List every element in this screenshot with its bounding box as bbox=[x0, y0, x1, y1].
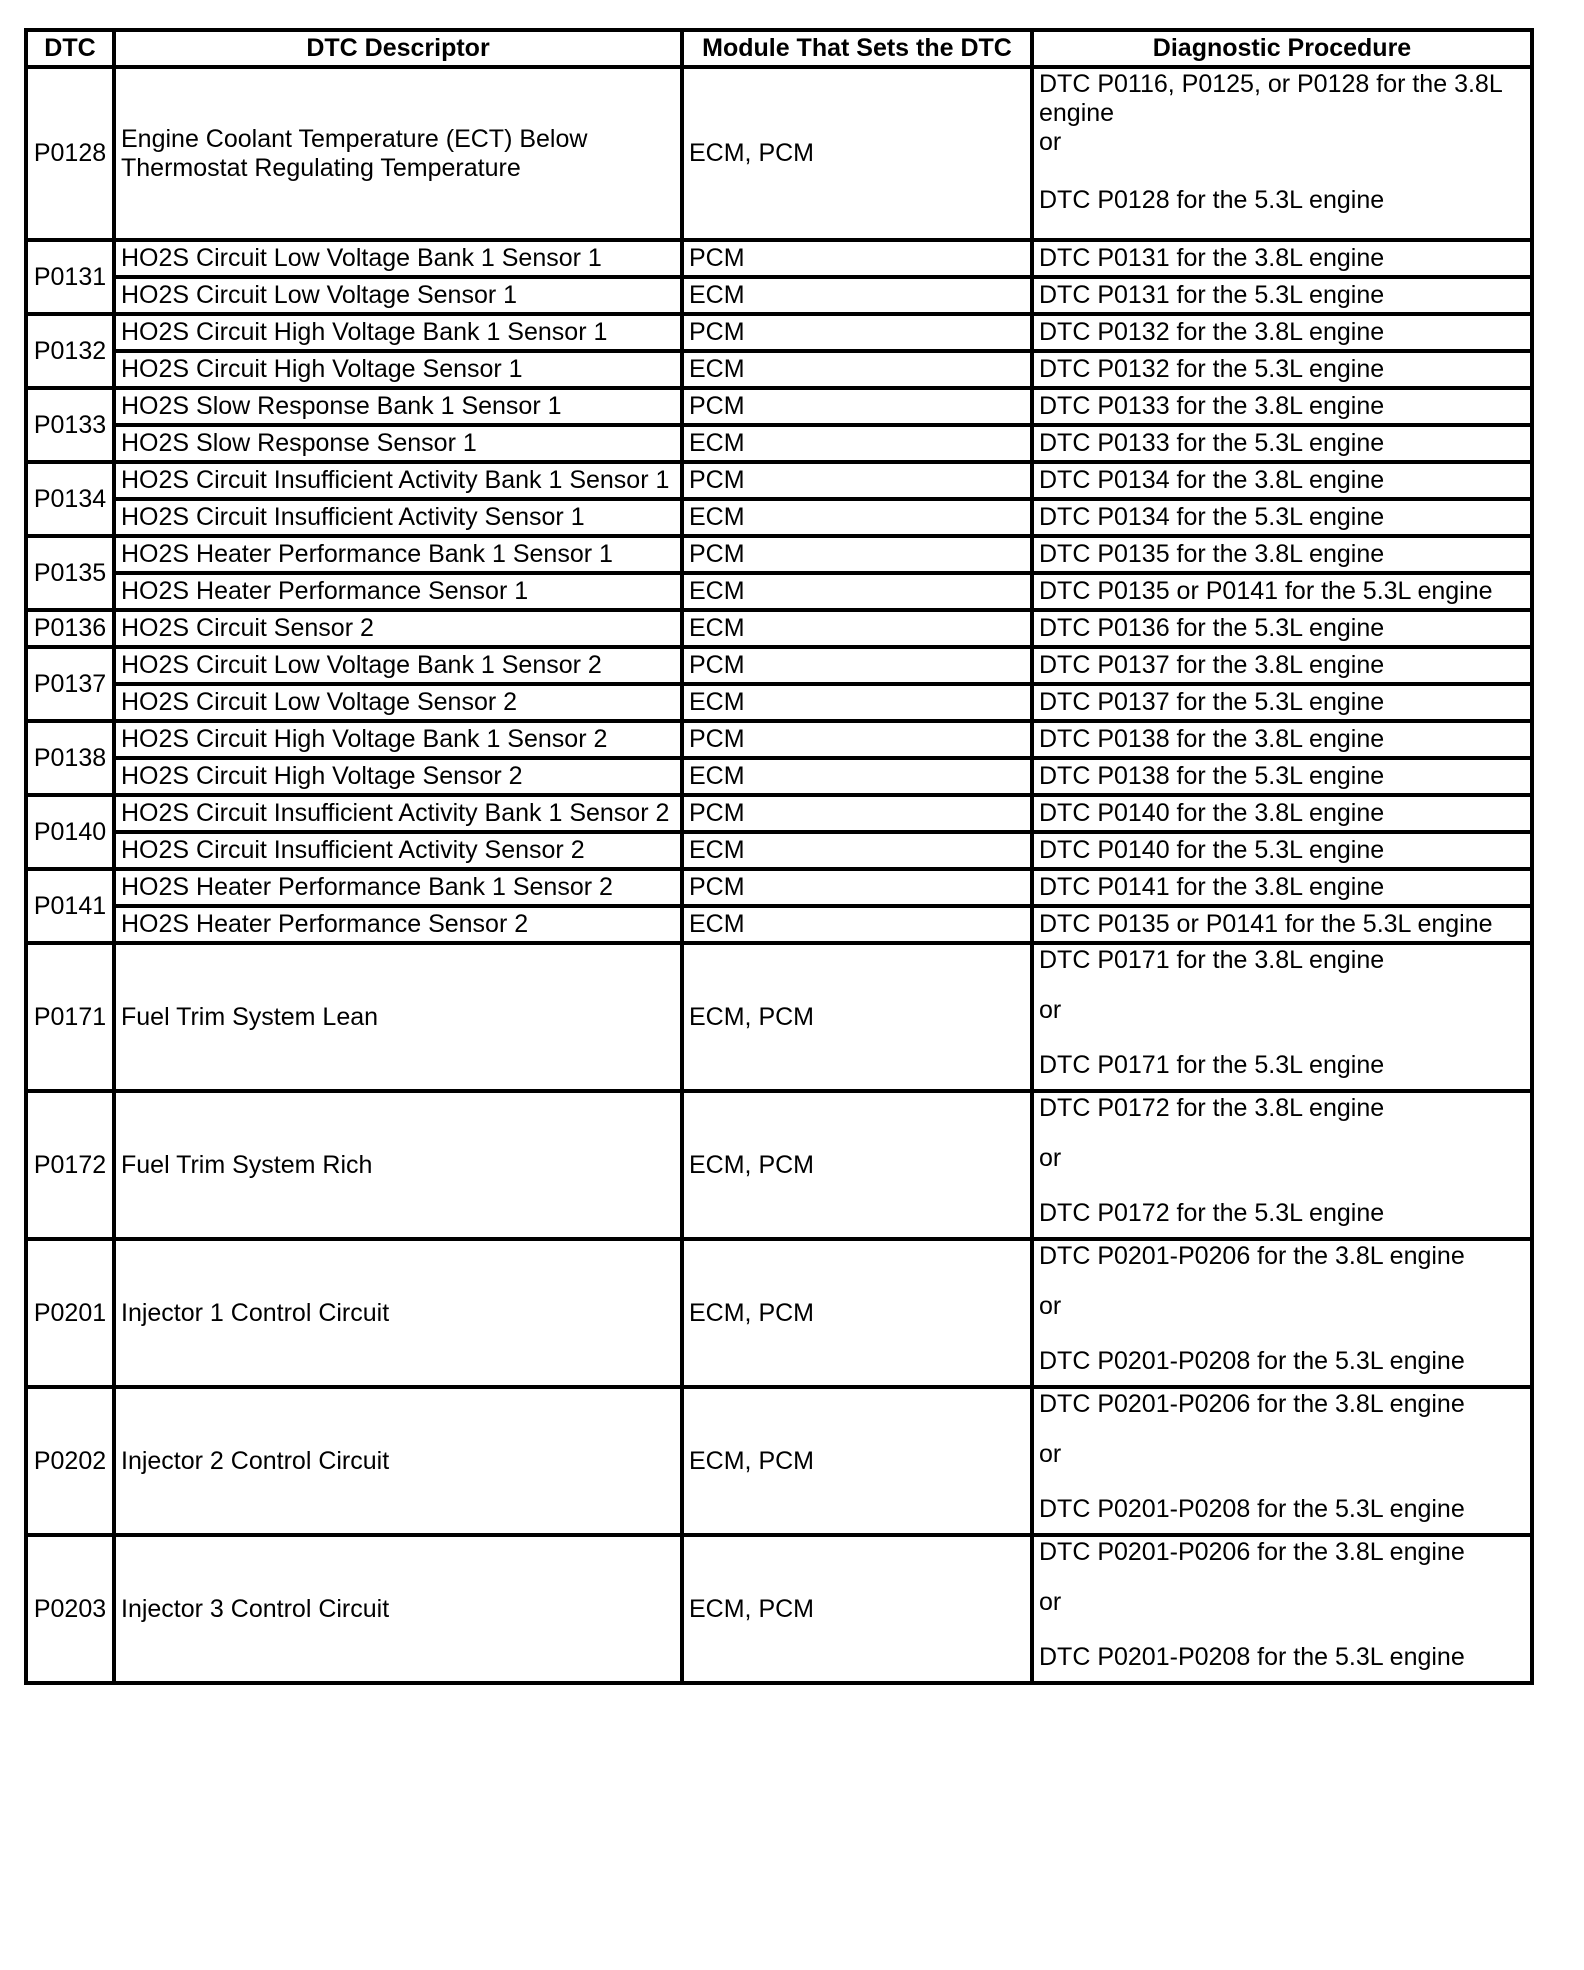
procedure-or: or bbox=[1039, 1292, 1062, 1320]
dtc-procedure: DTC P0138 for the 3.8L engine bbox=[1032, 721, 1532, 758]
dtc-module: PCM bbox=[682, 462, 1032, 499]
dtc-code: P0135 bbox=[26, 536, 114, 610]
dtc-descriptor: HO2S Circuit High Voltage Bank 1 Sensor 1 bbox=[114, 314, 682, 351]
table-row bbox=[26, 832, 1532, 869]
dtc-module: ECM bbox=[682, 906, 1032, 943]
table-row bbox=[26, 67, 1532, 240]
dtc-descriptor: Injector 1 Control Circuit bbox=[114, 1239, 682, 1387]
procedure-or: or bbox=[1039, 1144, 1062, 1172]
dtc-descriptor: Fuel Trim System Lean bbox=[114, 943, 682, 1091]
dtc-descriptor: HO2S Circuit Low Voltage Bank 1 Sensor 2 bbox=[114, 647, 682, 684]
table-row bbox=[26, 721, 1532, 758]
dtc-procedure bbox=[1032, 1091, 1532, 1239]
table-row bbox=[26, 277, 1532, 314]
dtc-module: ECM, PCM bbox=[682, 943, 1032, 1091]
dtc-descriptor: HO2S Circuit Low Voltage Sensor 1 bbox=[114, 277, 682, 314]
dtc-procedure bbox=[1032, 67, 1532, 240]
dtc-code: P0132 bbox=[26, 314, 114, 388]
dtc-module: ECM bbox=[682, 610, 1032, 647]
procedure-or: or bbox=[1039, 1588, 1062, 1616]
table-row bbox=[26, 573, 1532, 610]
table-row bbox=[26, 388, 1532, 425]
dtc-module: ECM bbox=[682, 499, 1032, 536]
header-procedure: Diagnostic Procedure bbox=[1032, 30, 1532, 67]
dtc-procedure: DTC P0136 for the 5.3L engine bbox=[1032, 610, 1532, 647]
dtc-descriptor: Fuel Trim System Rich bbox=[114, 1091, 682, 1239]
procedure-line: DTC P0201-P0208 for the 5.3L engine bbox=[1039, 1347, 1465, 1375]
header-module: Module That Sets the DTC bbox=[682, 30, 1032, 67]
dtc-module: PCM bbox=[682, 869, 1032, 906]
dtc-module: ECM, PCM bbox=[682, 1387, 1032, 1535]
dtc-module: ECM, PCM bbox=[682, 1239, 1032, 1387]
procedure-line: DTC P0171 for the 3.8L engine bbox=[1039, 946, 1385, 974]
dtc-procedure: DTC P0133 for the 5.3L engine bbox=[1032, 425, 1532, 462]
dtc-module: PCM bbox=[682, 536, 1032, 573]
dtc-descriptor: HO2S Circuit Low Voltage Bank 1 Sensor 1 bbox=[114, 240, 682, 277]
header-dtc: DTC bbox=[26, 30, 114, 67]
procedure-or: or bbox=[1039, 1440, 1062, 1468]
dtc-procedure: DTC P0140 for the 5.3L engine bbox=[1032, 832, 1532, 869]
table-row bbox=[26, 943, 1532, 1091]
dtc-module: PCM bbox=[682, 647, 1032, 684]
table-row bbox=[26, 1535, 1532, 1683]
table-row bbox=[26, 869, 1532, 906]
dtc-table bbox=[24, 28, 1534, 1685]
dtc-module: PCM bbox=[682, 240, 1032, 277]
procedure-line: DTC P0172 for the 5.3L engine bbox=[1039, 1199, 1385, 1227]
dtc-module: ECM bbox=[682, 573, 1032, 610]
dtc-code: P0201 bbox=[26, 1239, 114, 1387]
dtc-descriptor: HO2S Circuit High Voltage Sensor 1 bbox=[114, 351, 682, 388]
dtc-procedure: DTC P0132 for the 5.3L engine bbox=[1032, 351, 1532, 388]
procedure-line: DTC P0201-P0206 for the 3.8L engine bbox=[1039, 1242, 1465, 1270]
dtc-code: P0202 bbox=[26, 1387, 114, 1535]
dtc-code: P0172 bbox=[26, 1091, 114, 1239]
dtc-module: ECM bbox=[682, 684, 1032, 721]
dtc-descriptor: HO2S Circuit Insufficient Activity Sensor 2 bbox=[114, 832, 682, 869]
dtc-procedure: DTC P0137 for the 5.3L engine bbox=[1032, 684, 1532, 721]
procedure-or: or bbox=[1039, 996, 1062, 1024]
procedure-line: DTC P0201-P0208 for the 5.3L engine bbox=[1039, 1495, 1465, 1523]
procedure-line: DTC P0116, P0125, or P0128 for the 3.8L engine bbox=[1039, 70, 1502, 127]
table-row bbox=[26, 499, 1532, 536]
procedure-line: DTC P0201-P0206 for the 3.8L engine bbox=[1039, 1538, 1465, 1566]
dtc-code: P0136 bbox=[26, 610, 114, 647]
procedure-line: DTC P0128 for the 5.3L engine bbox=[1039, 186, 1385, 214]
procedure-or: or bbox=[1039, 128, 1062, 156]
table-header-row bbox=[26, 30, 1532, 67]
dtc-procedure bbox=[1032, 943, 1532, 1091]
table-row bbox=[26, 684, 1532, 721]
table-row bbox=[26, 536, 1532, 573]
dtc-code: P0140 bbox=[26, 795, 114, 869]
dtc-descriptor: HO2S Circuit Insufficient Activity Sensor 1 bbox=[114, 499, 682, 536]
dtc-procedure bbox=[1032, 1535, 1532, 1683]
table-row bbox=[26, 351, 1532, 388]
dtc-procedure: DTC P0141 for the 3.8L engine bbox=[1032, 869, 1532, 906]
dtc-module: PCM bbox=[682, 795, 1032, 832]
dtc-procedure: DTC P0133 for the 3.8L engine bbox=[1032, 388, 1532, 425]
procedure-line: DTC P0201-P0208 for the 5.3L engine bbox=[1039, 1643, 1465, 1671]
dtc-module: ECM, PCM bbox=[682, 67, 1032, 240]
procedure-line: DTC P0172 for the 3.8L engine bbox=[1039, 1094, 1385, 1122]
dtc-descriptor: HO2S Circuit Insufficient Activity Bank 1 Sensor 2 bbox=[114, 795, 682, 832]
dtc-descriptor: Injector 2 Control Circuit bbox=[114, 1387, 682, 1535]
dtc-procedure: DTC P0134 for the 5.3L engine bbox=[1032, 499, 1532, 536]
table-row bbox=[26, 647, 1532, 684]
dtc-descriptor: HO2S Heater Performance Sensor 1 bbox=[114, 573, 682, 610]
table-row bbox=[26, 906, 1532, 943]
dtc-descriptor: HO2S Heater Performance Sensor 2 bbox=[114, 906, 682, 943]
dtc-code: P0128 bbox=[26, 67, 114, 240]
dtc-procedure: DTC P0138 for the 5.3L engine bbox=[1032, 758, 1532, 795]
table-row bbox=[26, 1091, 1532, 1239]
dtc-procedure: DTC P0140 for the 3.8L engine bbox=[1032, 795, 1532, 832]
dtc-procedure: DTC P0135 or P0141 for the 5.3L engine bbox=[1032, 906, 1532, 943]
procedure-line: DTC P0171 for the 5.3L engine bbox=[1039, 1051, 1385, 1079]
table-row bbox=[26, 795, 1532, 832]
dtc-descriptor: HO2S Heater Performance Bank 1 Sensor 2 bbox=[114, 869, 682, 906]
table-row bbox=[26, 240, 1532, 277]
dtc-procedure bbox=[1032, 1239, 1532, 1387]
dtc-code: P0133 bbox=[26, 388, 114, 462]
dtc-module: ECM, PCM bbox=[682, 1535, 1032, 1683]
dtc-descriptor: HO2S Slow Response Bank 1 Sensor 1 bbox=[114, 388, 682, 425]
dtc-descriptor: Engine Coolant Temperature (ECT) Below Thermostat Regulating Temperature bbox=[114, 67, 682, 240]
dtc-procedure: DTC P0135 for the 3.8L engine bbox=[1032, 536, 1532, 573]
dtc-code: P0171 bbox=[26, 943, 114, 1091]
procedure-line: DTC P0201-P0206 for the 3.8L engine bbox=[1039, 1390, 1465, 1418]
dtc-module: PCM bbox=[682, 721, 1032, 758]
dtc-descriptor: HO2S Circuit Low Voltage Sensor 2 bbox=[114, 684, 682, 721]
dtc-module: ECM bbox=[682, 758, 1032, 795]
table-row bbox=[26, 462, 1532, 499]
dtc-descriptor: Injector 3 Control Circuit bbox=[114, 1535, 682, 1683]
dtc-descriptor: HO2S Circuit Sensor 2 bbox=[114, 610, 682, 647]
dtc-module: ECM, PCM bbox=[682, 1091, 1032, 1239]
dtc-code: P0138 bbox=[26, 721, 114, 795]
dtc-procedure: DTC P0135 or P0141 for the 5.3L engine bbox=[1032, 573, 1532, 610]
dtc-procedure: DTC P0132 for the 3.8L engine bbox=[1032, 314, 1532, 351]
dtc-procedure: DTC P0137 for the 3.8L engine bbox=[1032, 647, 1532, 684]
dtc-module: ECM bbox=[682, 351, 1032, 388]
dtc-procedure: DTC P0134 for the 3.8L engine bbox=[1032, 462, 1532, 499]
dtc-code: P0203 bbox=[26, 1535, 114, 1683]
table-row bbox=[26, 610, 1532, 647]
table-row bbox=[26, 425, 1532, 462]
dtc-descriptor: HO2S Circuit High Voltage Sensor 2 bbox=[114, 758, 682, 795]
dtc-procedure: DTC P0131 for the 3.8L engine bbox=[1032, 240, 1532, 277]
dtc-procedure: DTC P0131 for the 5.3L engine bbox=[1032, 277, 1532, 314]
dtc-procedure bbox=[1032, 1387, 1532, 1535]
table-row bbox=[26, 1239, 1532, 1387]
table-row bbox=[26, 1387, 1532, 1535]
dtc-descriptor: HO2S Heater Performance Bank 1 Sensor 1 bbox=[114, 536, 682, 573]
dtc-code: P0131 bbox=[26, 240, 114, 314]
table-row bbox=[26, 314, 1532, 351]
dtc-code: P0141 bbox=[26, 869, 114, 943]
dtc-module: ECM bbox=[682, 832, 1032, 869]
dtc-descriptor: HO2S Circuit Insufficient Activity Bank 1 Sensor 1 bbox=[114, 462, 682, 499]
dtc-module: ECM bbox=[682, 277, 1032, 314]
dtc-module: PCM bbox=[682, 314, 1032, 351]
dtc-descriptor: HO2S Slow Response Sensor 1 bbox=[114, 425, 682, 462]
dtc-descriptor: HO2S Circuit High Voltage Bank 1 Sensor 2 bbox=[114, 721, 682, 758]
dtc-module: ECM bbox=[682, 425, 1032, 462]
table-row bbox=[26, 758, 1532, 795]
dtc-code: P0134 bbox=[26, 462, 114, 536]
header-descriptor: DTC Descriptor bbox=[114, 30, 682, 67]
dtc-module: PCM bbox=[682, 388, 1032, 425]
dtc-code: P0137 bbox=[26, 647, 114, 721]
